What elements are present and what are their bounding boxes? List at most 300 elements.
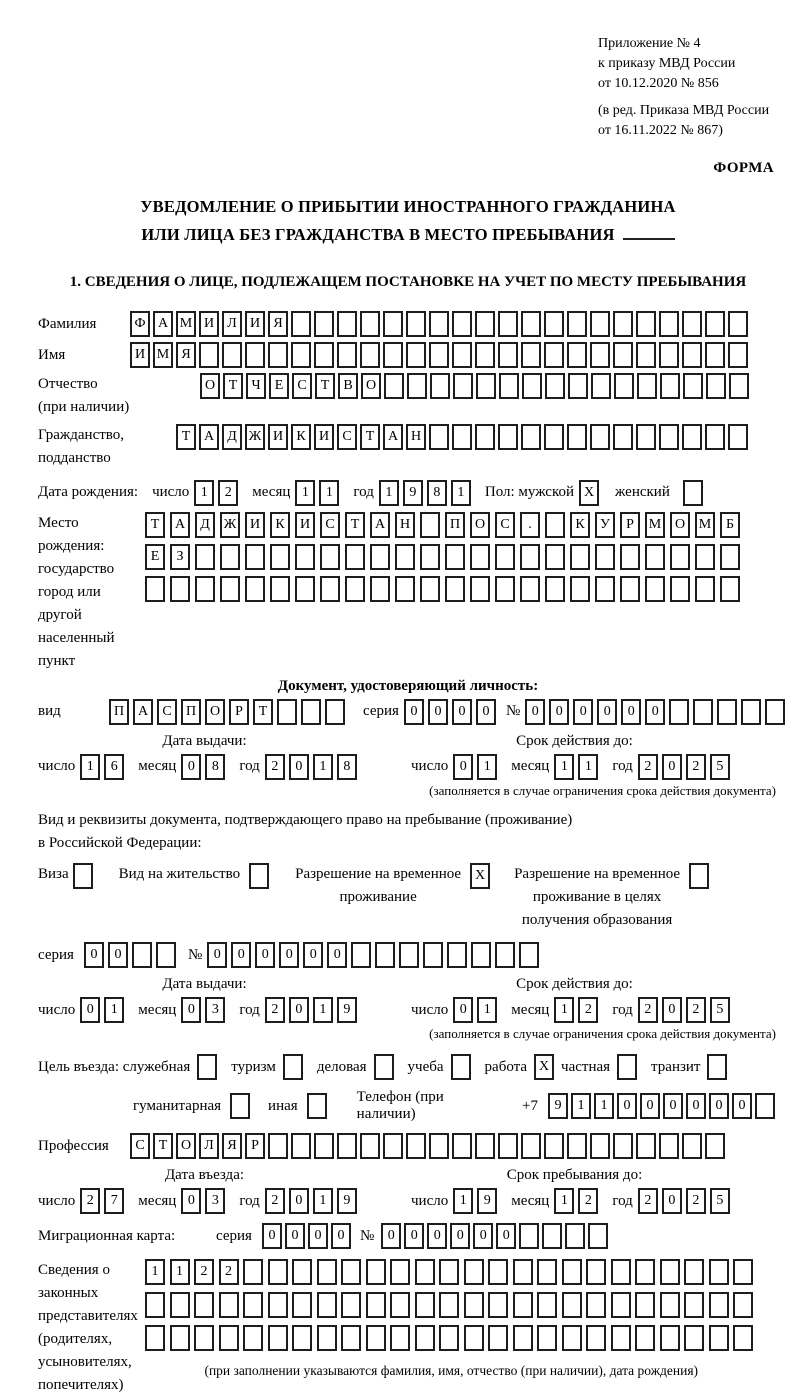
char-cell[interactable] <box>522 373 542 399</box>
char-cell[interactable]: Д <box>222 424 242 450</box>
char-cell[interactable] <box>314 1133 334 1159</box>
char-cell[interactable] <box>586 1325 606 1351</box>
char-cell[interactable]: А <box>199 424 219 450</box>
char-cell[interactable] <box>219 1325 239 1351</box>
char-cell[interactable] <box>337 311 357 337</box>
char-cell[interactable]: 2 <box>638 754 658 780</box>
char-cell[interactable]: 2 <box>638 997 658 1023</box>
char-cell[interactable] <box>475 311 495 337</box>
char-cell[interactable] <box>755 1093 775 1119</box>
char-cell[interactable]: 1 <box>554 754 574 780</box>
char-cell[interactable] <box>390 1292 410 1318</box>
char-cell[interactable] <box>636 1133 656 1159</box>
purpose-study-checkbox[interactable] <box>451 1054 471 1080</box>
char-cell[interactable] <box>337 342 357 368</box>
char-cell[interactable] <box>498 424 518 450</box>
char-cell[interactable] <box>145 576 165 602</box>
char-cell[interactable]: 0 <box>327 942 347 968</box>
char-cell[interactable] <box>220 544 240 570</box>
char-cell[interactable]: Ж <box>220 512 240 538</box>
char-cell[interactable]: И <box>245 311 265 337</box>
char-cell[interactable]: 1 <box>571 1093 591 1119</box>
purpose-private-checkbox[interactable] <box>617 1054 637 1080</box>
char-cell[interactable] <box>545 544 565 570</box>
char-cell[interactable]: Ж <box>245 424 265 450</box>
char-cell[interactable] <box>709 1292 729 1318</box>
char-cell[interactable]: Л <box>222 311 242 337</box>
char-cell[interactable] <box>320 576 340 602</box>
char-cell[interactable]: Т <box>176 424 196 450</box>
char-cell[interactable] <box>733 1259 753 1285</box>
char-cell[interactable]: М <box>695 512 715 538</box>
char-cell[interactable]: 1 <box>477 997 497 1023</box>
char-cell[interactable]: 9 <box>548 1093 568 1119</box>
char-cell[interactable]: 1 <box>451 480 471 506</box>
char-cell[interactable] <box>245 576 265 602</box>
char-cell[interactable] <box>595 544 615 570</box>
char-cell[interactable] <box>429 424 449 450</box>
char-cell[interactable]: Е <box>145 544 165 570</box>
char-cell[interactable]: 0 <box>427 1223 447 1249</box>
char-cell[interactable]: А <box>153 311 173 337</box>
char-cell[interactable]: 0 <box>255 942 275 968</box>
char-cell[interactable]: Т <box>360 424 380 450</box>
char-cell[interactable]: 0 <box>473 1223 493 1249</box>
char-cell[interactable] <box>620 544 640 570</box>
char-cell[interactable]: Т <box>345 512 365 538</box>
char-cell[interactable]: В <box>338 373 358 399</box>
char-cell[interactable] <box>366 1325 386 1351</box>
char-cell[interactable] <box>291 1133 311 1159</box>
char-cell[interactable] <box>544 311 564 337</box>
char-cell[interactable] <box>452 311 472 337</box>
char-cell[interactable] <box>243 1325 263 1351</box>
char-cell[interactable] <box>488 1325 508 1351</box>
char-cell[interactable] <box>470 576 490 602</box>
char-cell[interactable]: 1 <box>194 480 214 506</box>
char-cell[interactable]: 9 <box>337 997 357 1023</box>
char-cell[interactable] <box>445 576 465 602</box>
char-cell[interactable]: 1 <box>313 754 333 780</box>
char-cell[interactable] <box>243 1292 263 1318</box>
char-cell[interactable] <box>320 544 340 570</box>
char-cell[interactable]: 1 <box>477 754 497 780</box>
char-cell[interactable] <box>660 1259 680 1285</box>
char-cell[interactable] <box>729 373 749 399</box>
char-cell[interactable] <box>670 576 690 602</box>
char-cell[interactable] <box>684 1325 704 1351</box>
char-cell[interactable]: О <box>176 1133 196 1159</box>
char-cell[interactable] <box>611 1259 631 1285</box>
char-cell[interactable]: Н <box>406 424 426 450</box>
char-cell[interactable] <box>682 342 702 368</box>
char-cell[interactable]: 0 <box>331 1223 351 1249</box>
char-cell[interactable]: О <box>200 373 220 399</box>
char-cell[interactable]: С <box>495 512 515 538</box>
char-cell[interactable] <box>645 576 665 602</box>
char-cell[interactable] <box>520 544 540 570</box>
char-cell[interactable] <box>170 576 190 602</box>
char-cell[interactable]: 2 <box>265 1188 285 1214</box>
char-cell[interactable]: 2 <box>219 1259 239 1285</box>
char-cell[interactable] <box>383 342 403 368</box>
char-cell[interactable]: К <box>570 512 590 538</box>
char-cell[interactable]: 1 <box>453 1188 473 1214</box>
char-cell[interactable] <box>635 1259 655 1285</box>
char-cell[interactable]: 7 <box>104 1188 124 1214</box>
char-cell[interactable]: М <box>645 512 665 538</box>
char-cell[interactable] <box>195 576 215 602</box>
char-cell[interactable] <box>611 1325 631 1351</box>
char-cell[interactable] <box>613 342 633 368</box>
char-cell[interactable] <box>317 1292 337 1318</box>
char-cell[interactable] <box>383 311 403 337</box>
char-cell[interactable] <box>351 942 371 968</box>
char-cell[interactable] <box>291 342 311 368</box>
char-cell[interactable] <box>268 1292 288 1318</box>
char-cell[interactable]: К <box>291 424 311 450</box>
char-cell[interactable] <box>670 544 690 570</box>
char-cell[interactable] <box>476 373 496 399</box>
char-cell[interactable] <box>659 1133 679 1159</box>
char-cell[interactable] <box>222 342 242 368</box>
sex-female-checkbox[interactable] <box>683 480 703 506</box>
char-cell[interactable]: 0 <box>453 754 473 780</box>
char-cell[interactable]: 0 <box>686 1093 706 1119</box>
char-cell[interactable] <box>545 373 565 399</box>
char-cell[interactable]: 0 <box>285 1223 305 1249</box>
char-cell[interactable] <box>613 311 633 337</box>
char-cell[interactable]: 0 <box>262 1223 282 1249</box>
char-cell[interactable] <box>199 342 219 368</box>
char-cell[interactable] <box>245 544 265 570</box>
char-cell[interactable] <box>325 699 345 725</box>
char-cell[interactable] <box>684 1292 704 1318</box>
char-cell[interactable] <box>291 311 311 337</box>
char-cell[interactable] <box>741 699 761 725</box>
char-cell[interactable] <box>268 1259 288 1285</box>
char-cell[interactable]: У <box>595 512 615 538</box>
char-cell[interactable] <box>567 311 587 337</box>
char-cell[interactable] <box>659 424 679 450</box>
char-cell[interactable]: М <box>153 342 173 368</box>
char-cell[interactable] <box>383 1133 403 1159</box>
char-cell[interactable] <box>341 1325 361 1351</box>
char-cell[interactable] <box>277 699 297 725</box>
char-cell[interactable] <box>132 942 152 968</box>
char-cell[interactable] <box>488 1259 508 1285</box>
char-cell[interactable] <box>586 1259 606 1285</box>
char-cell[interactable] <box>720 576 740 602</box>
char-cell[interactable] <box>519 942 539 968</box>
purpose-transit-checkbox[interactable] <box>707 1054 727 1080</box>
char-cell[interactable] <box>195 544 215 570</box>
char-cell[interactable]: 1 <box>554 997 574 1023</box>
char-cell[interactable] <box>636 342 656 368</box>
char-cell[interactable] <box>268 1325 288 1351</box>
char-cell[interactable] <box>590 424 610 450</box>
char-cell[interactable] <box>375 942 395 968</box>
char-cell[interactable]: 1 <box>578 754 598 780</box>
char-cell[interactable]: 0 <box>496 1223 516 1249</box>
char-cell[interactable]: 0 <box>303 942 323 968</box>
char-cell[interactable] <box>728 342 748 368</box>
char-cell[interactable] <box>733 1325 753 1351</box>
char-cell[interactable] <box>659 311 679 337</box>
char-cell[interactable]: 0 <box>597 699 617 725</box>
char-cell[interactable] <box>695 576 715 602</box>
char-cell[interactable]: Р <box>245 1133 265 1159</box>
char-cell[interactable] <box>295 544 315 570</box>
char-cell[interactable]: 0 <box>181 754 201 780</box>
char-cell[interactable] <box>521 424 541 450</box>
char-cell[interactable] <box>415 1325 435 1351</box>
char-cell[interactable] <box>521 342 541 368</box>
char-cell[interactable]: 1 <box>594 1093 614 1119</box>
char-cell[interactable]: Я <box>222 1133 242 1159</box>
char-cell[interactable] <box>542 1223 562 1249</box>
char-cell[interactable] <box>268 342 288 368</box>
char-cell[interactable] <box>565 1223 585 1249</box>
char-cell[interactable]: 0 <box>525 699 545 725</box>
char-cell[interactable] <box>301 699 321 725</box>
char-cell[interactable] <box>429 311 449 337</box>
char-cell[interactable]: О <box>205 699 225 725</box>
char-cell[interactable] <box>498 311 518 337</box>
char-cell[interactable] <box>495 576 515 602</box>
char-cell[interactable]: И <box>268 424 288 450</box>
char-cell[interactable]: 0 <box>476 699 496 725</box>
char-cell[interactable] <box>415 1292 435 1318</box>
char-cell[interactable] <box>156 942 176 968</box>
char-cell[interactable] <box>475 424 495 450</box>
char-cell[interactable] <box>728 311 748 337</box>
char-cell[interactable]: О <box>361 373 381 399</box>
char-cell[interactable] <box>513 1292 533 1318</box>
char-cell[interactable] <box>513 1325 533 1351</box>
char-cell[interactable] <box>452 1133 472 1159</box>
char-cell[interactable]: С <box>130 1133 150 1159</box>
char-cell[interactable]: М <box>176 311 196 337</box>
char-cell[interactable] <box>562 1292 582 1318</box>
char-cell[interactable] <box>390 1325 410 1351</box>
char-cell[interactable] <box>705 424 725 450</box>
char-cell[interactable]: З <box>170 544 190 570</box>
char-cell[interactable]: 0 <box>181 997 201 1023</box>
char-cell[interactable]: 0 <box>279 942 299 968</box>
char-cell[interactable] <box>706 373 726 399</box>
char-cell[interactable] <box>366 1259 386 1285</box>
char-cell[interactable] <box>499 373 519 399</box>
char-cell[interactable]: 0 <box>181 1188 201 1214</box>
char-cell[interactable] <box>669 699 689 725</box>
char-cell[interactable] <box>568 373 588 399</box>
char-cell[interactable] <box>420 512 440 538</box>
char-cell[interactable] <box>194 1325 214 1351</box>
char-cell[interactable] <box>407 373 427 399</box>
char-cell[interactable]: 0 <box>709 1093 729 1119</box>
char-cell[interactable]: 0 <box>662 1188 682 1214</box>
char-cell[interactable] <box>567 424 587 450</box>
char-cell[interactable] <box>471 942 491 968</box>
char-cell[interactable]: 5 <box>710 1188 730 1214</box>
char-cell[interactable]: 1 <box>554 1188 574 1214</box>
char-cell[interactable] <box>145 1325 165 1351</box>
char-cell[interactable]: 0 <box>640 1093 660 1119</box>
char-cell[interactable]: 1 <box>104 997 124 1023</box>
char-cell[interactable]: 0 <box>645 699 665 725</box>
edu-residence-checkbox[interactable] <box>689 863 709 889</box>
char-cell[interactable]: 9 <box>477 1188 497 1214</box>
char-cell[interactable]: Т <box>223 373 243 399</box>
char-cell[interactable] <box>591 373 611 399</box>
char-cell[interactable]: 3 <box>205 997 225 1023</box>
char-cell[interactable]: 1 <box>170 1259 190 1285</box>
purpose-business-checkbox[interactable] <box>374 1054 394 1080</box>
char-cell[interactable]: С <box>320 512 340 538</box>
char-cell[interactable] <box>682 1133 702 1159</box>
char-cell[interactable] <box>360 1133 380 1159</box>
char-cell[interactable] <box>245 342 265 368</box>
char-cell[interactable]: Н <box>395 512 415 538</box>
char-cell[interactable] <box>720 544 740 570</box>
char-cell[interactable]: 0 <box>662 754 682 780</box>
char-cell[interactable]: С <box>157 699 177 725</box>
char-cell[interactable] <box>611 1292 631 1318</box>
char-cell[interactable] <box>635 1292 655 1318</box>
char-cell[interactable] <box>170 1325 190 1351</box>
char-cell[interactable]: Т <box>253 699 273 725</box>
char-cell[interactable]: 0 <box>453 997 473 1023</box>
char-cell[interactable] <box>705 1133 725 1159</box>
char-cell[interactable]: 0 <box>452 699 472 725</box>
char-cell[interactable]: 0 <box>662 997 682 1023</box>
char-cell[interactable] <box>562 1325 582 1351</box>
char-cell[interactable]: 9 <box>337 1188 357 1214</box>
char-cell[interactable] <box>495 942 515 968</box>
char-cell[interactable]: 6 <box>104 754 124 780</box>
char-cell[interactable] <box>520 576 540 602</box>
char-cell[interactable] <box>439 1259 459 1285</box>
char-cell[interactable] <box>345 576 365 602</box>
char-cell[interactable]: 0 <box>381 1223 401 1249</box>
char-cell[interactable] <box>635 1325 655 1351</box>
char-cell[interactable] <box>537 1325 557 1351</box>
char-cell[interactable]: 0 <box>289 1188 309 1214</box>
char-cell[interactable] <box>341 1259 361 1285</box>
char-cell[interactable] <box>341 1292 361 1318</box>
char-cell[interactable]: К <box>270 512 290 538</box>
char-cell[interactable]: П <box>109 699 129 725</box>
char-cell[interactable]: 0 <box>573 699 593 725</box>
char-cell[interactable] <box>590 342 610 368</box>
char-cell[interactable] <box>614 373 634 399</box>
char-cell[interactable] <box>709 1325 729 1351</box>
char-cell[interactable] <box>475 342 495 368</box>
char-cell[interactable] <box>439 1292 459 1318</box>
char-cell[interactable] <box>452 424 472 450</box>
char-cell[interactable] <box>590 1133 610 1159</box>
char-cell[interactable] <box>637 373 657 399</box>
char-cell[interactable] <box>488 1292 508 1318</box>
char-cell[interactable] <box>660 1325 680 1351</box>
purpose-humanitarian-checkbox[interactable] <box>230 1093 250 1119</box>
char-cell[interactable] <box>544 342 564 368</box>
char-cell[interactable] <box>705 342 725 368</box>
char-cell[interactable]: Я <box>176 342 196 368</box>
char-cell[interactable]: Т <box>315 373 335 399</box>
char-cell[interactable]: 0 <box>80 997 100 1023</box>
char-cell[interactable] <box>544 424 564 450</box>
char-cell[interactable]: 2 <box>194 1259 214 1285</box>
char-cell[interactable]: А <box>383 424 403 450</box>
residence-permit-checkbox[interactable] <box>249 863 269 889</box>
char-cell[interactable]: И <box>245 512 265 538</box>
char-cell[interactable] <box>613 424 633 450</box>
char-cell[interactable] <box>430 373 450 399</box>
char-cell[interactable] <box>545 576 565 602</box>
char-cell[interactable]: 0 <box>207 942 227 968</box>
char-cell[interactable] <box>659 342 679 368</box>
char-cell[interactable]: 0 <box>289 754 309 780</box>
char-cell[interactable] <box>709 1259 729 1285</box>
char-cell[interactable]: Ч <box>246 373 266 399</box>
char-cell[interactable] <box>570 544 590 570</box>
char-cell[interactable] <box>684 1259 704 1285</box>
char-cell[interactable] <box>345 544 365 570</box>
char-cell[interactable]: Б <box>720 512 740 538</box>
char-cell[interactable]: 0 <box>404 699 424 725</box>
char-cell[interactable] <box>453 373 473 399</box>
char-cell[interactable]: 0 <box>450 1223 470 1249</box>
char-cell[interactable] <box>415 1259 435 1285</box>
char-cell[interactable]: 1 <box>295 480 315 506</box>
char-cell[interactable] <box>519 1223 539 1249</box>
char-cell[interactable]: 2 <box>265 997 285 1023</box>
char-cell[interactable] <box>439 1325 459 1351</box>
char-cell[interactable] <box>360 311 380 337</box>
char-cell[interactable] <box>595 576 615 602</box>
char-cell[interactable] <box>613 1133 633 1159</box>
char-cell[interactable] <box>588 1223 608 1249</box>
char-cell[interactable] <box>292 1325 312 1351</box>
char-cell[interactable] <box>521 1133 541 1159</box>
char-cell[interactable] <box>693 699 713 725</box>
char-cell[interactable]: А <box>370 512 390 538</box>
char-cell[interactable]: 3 <box>205 1188 225 1214</box>
char-cell[interactable] <box>537 1259 557 1285</box>
purpose-other-checkbox[interactable] <box>307 1093 327 1119</box>
char-cell[interactable] <box>384 373 404 399</box>
char-cell[interactable]: 1 <box>313 1188 333 1214</box>
temp-residence-checkbox[interactable]: X <box>470 863 490 889</box>
char-cell[interactable]: 5 <box>710 754 730 780</box>
purpose-tourism-checkbox[interactable] <box>283 1054 303 1080</box>
purpose-work-checkbox[interactable]: X <box>534 1054 554 1080</box>
char-cell[interactable] <box>366 1292 386 1318</box>
char-cell[interactable]: 1 <box>80 754 100 780</box>
char-cell[interactable] <box>292 1292 312 1318</box>
char-cell[interactable] <box>586 1292 606 1318</box>
char-cell[interactable]: 1 <box>313 997 333 1023</box>
char-cell[interactable] <box>682 424 702 450</box>
char-cell[interactable] <box>268 1133 288 1159</box>
char-cell[interactable] <box>470 544 490 570</box>
char-cell[interactable]: 8 <box>205 754 225 780</box>
char-cell[interactable]: 1 <box>319 480 339 506</box>
char-cell[interactable]: 5 <box>710 997 730 1023</box>
char-cell[interactable]: 2 <box>578 997 598 1023</box>
